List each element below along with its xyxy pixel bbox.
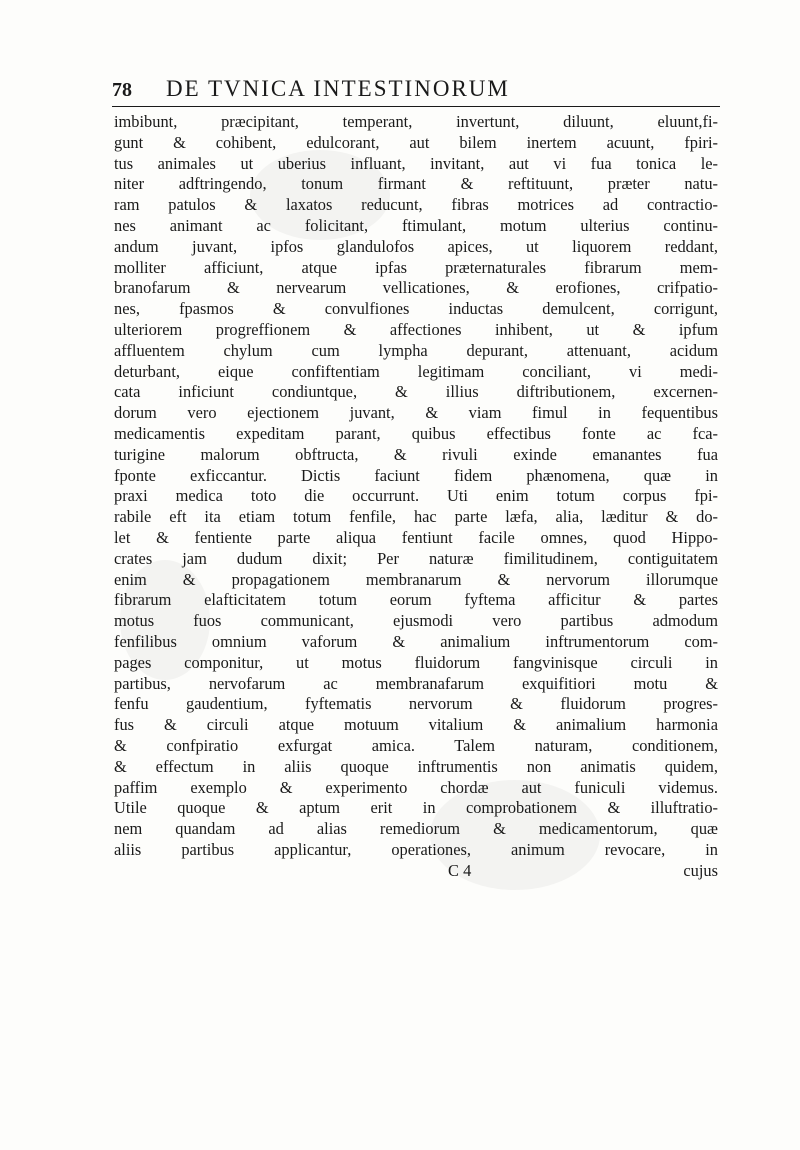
text-line: fenfu gaudentium, fyftematis nervorum & fluidorum progres- — [114, 694, 718, 714]
text-line: fponte exficcantur. Dictis faciunt fidem phænomena, quæ in — [114, 465, 718, 485]
text-line: branofarum & nervearum vellicationes, & erofiones, crifpatio- — [114, 278, 718, 298]
page-number: 78 — [112, 79, 132, 101]
text-line: imbibunt, præcipitant, temperant, invertunt, diluunt, eluunt,fi- — [114, 112, 718, 131]
text-line: gunt & cohibent, edulcorant, aut bilem inertem acuunt, fpiri- — [114, 132, 718, 152]
text-line: nes, fpasmos & convulfiones inductas demulcent, corrigunt, — [114, 299, 718, 319]
text-line: ram patulos & laxatos reducunt, fibras motrices ad contractio- — [114, 195, 718, 215]
running-head — [112, 70, 720, 107]
text-line: praxi medica toto die occurrunt. Uti enim totum corpus fpi- — [114, 486, 718, 506]
text-line: & effectum in aliis quoque inftrumentis non animatis quidem, — [114, 756, 718, 776]
signature-mark: C 4 — [448, 860, 472, 880]
text-line: & confpiratio exfurgat amica. Talem naturam, conditionem, — [114, 735, 718, 755]
text-line-footer — [114, 861, 718, 882]
text-line: nes animant ac folicitant, ftimulant, motum ulterius continu- — [114, 215, 718, 235]
text-line: motus fuos communicant, ejusmodi vero partibus admodum — [114, 611, 718, 631]
running-head-title: DE TVNICA INTESTINORUM — [166, 76, 510, 101]
text-line: partibus, nervofarum ac membranafarum exquifitiori motu & — [114, 673, 718, 693]
text-line: fenfilibus omnium vaforum & animalium inftrumentorum com- — [114, 631, 718, 651]
text-line: enim & propagationem membranarum & nervorum illorumque — [114, 569, 718, 589]
text-line: crates jam dudum dixit; Per naturæ fimilitudinem, contiguitatem — [114, 548, 718, 568]
text-line: andum juvant, ipfos glandulofos apices, ut liquorem reddant, — [114, 236, 718, 256]
text-line: affluentem chylum cum lympha depurant, attenuant, acidum — [114, 340, 718, 360]
text-line: rabile eft ita etiam totum fenfile, hac parte læfa, alia, læditur & do- — [114, 507, 718, 527]
text-line: niter adftringendo, tonum firmant & reftituunt, præter natu- — [114, 174, 718, 194]
text-line: tus animales ut uberius influant, invitant, aut vi fua tonica le- — [114, 153, 718, 173]
text-line: fus & circuli atque motuum vitalium & animalium harmonia — [114, 715, 718, 735]
text-line: let & fentiente parte aliqua fentiunt facile omnes, quod Hippo- — [114, 527, 718, 547]
text-line: dorum vero ejectionem juvant, & viam fimul in fequentibus — [114, 403, 718, 423]
text-line: nem quandam ad alias remediorum & medicamentorum, quæ — [114, 819, 718, 839]
text-line: turigine malorum obftructa, & rivuli exinde emanantes fua — [114, 444, 718, 464]
text-line: paffim exemplo & experimento chordæ aut funiculi videmus. — [114, 777, 718, 797]
text-line: molliter afficiunt, atque ipfas præternaturales fibrarum mem- — [114, 257, 718, 277]
text-line: fibrarum elafticitatem totum eorum fyftema afficitur & partes — [114, 590, 718, 610]
text-line: Utile quoque & aptum erit in comprobationem & illuftratio- — [114, 798, 718, 818]
text-line: cata inficiunt condiuntque, & illius diftributionem, excernen- — [114, 382, 718, 402]
catchword: cujus — [683, 860, 718, 880]
text-line: aliis partibus applicantur, operationes, animum revocare, in — [114, 839, 718, 859]
text-line: deturbant, eique confiftentiam legitimam conciliant, vi medi- — [114, 361, 718, 381]
body-text — [114, 112, 718, 881]
text-line: medicamentis expeditam parant, quibus effectibus fonte ac fca- — [114, 423, 718, 443]
text-line: ulteriorem progreffionem & affectiones inhibent, ut & ipfum — [114, 319, 718, 339]
text-line: pages componitur, ut motus fluidorum fangvinisque circuli in — [114, 652, 718, 672]
